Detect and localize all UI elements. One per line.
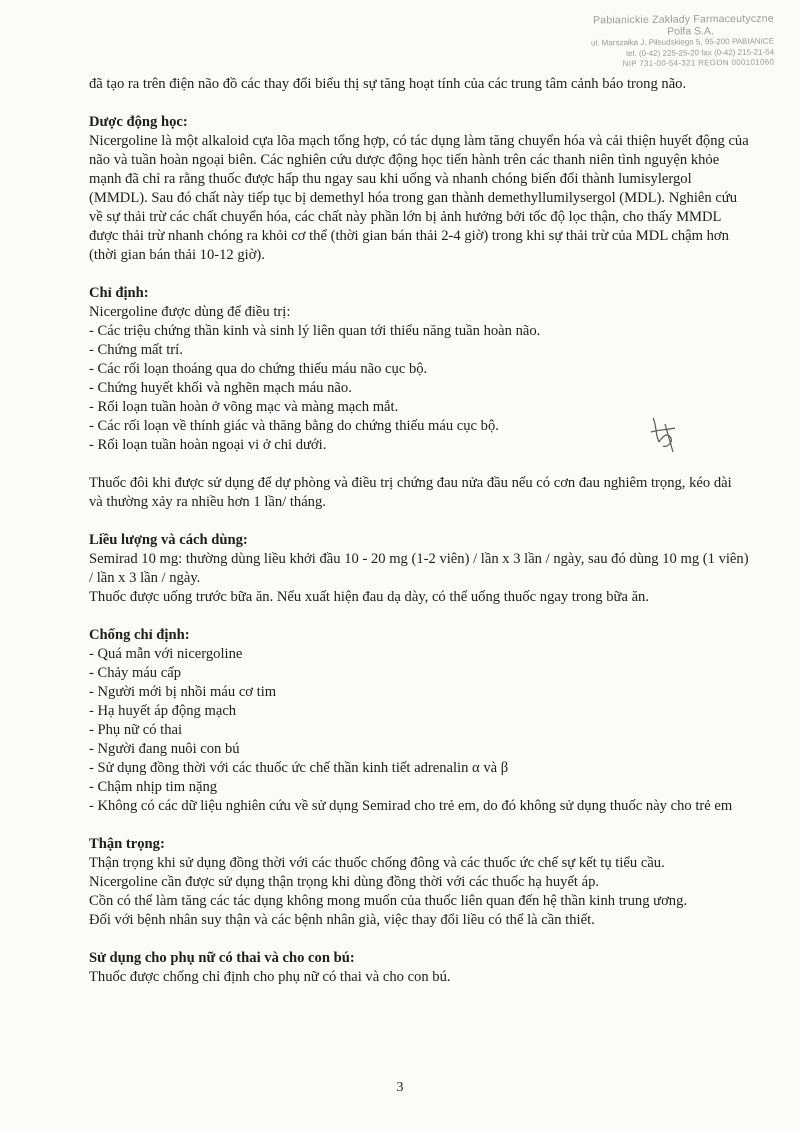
section-indications xyxy=(89,284,749,512)
stamp-address: ul. Marszałka J. Piłsudskiego 5, 95-200 PABIANICE xyxy=(590,36,775,48)
list-item: - Không có các dữ liệu nghiên cứu về sử dụng Semirad cho trẻ em, do đó không sử dụng thuốc này cho trẻ em xyxy=(89,798,733,814)
list-item: - Người đang nuôi con bú xyxy=(89,741,240,757)
stamp-registration: NIP 731-00-54-321 REGON 000101060 xyxy=(622,57,775,68)
section-heading: Dược động học: xyxy=(89,114,188,130)
list-item: - Người mới bị nhồi máu cơ tim xyxy=(89,684,277,700)
list-item: - Hạ huyết áp động mạch xyxy=(89,703,237,719)
section-text: Thuốc được chống chỉ định cho phụ nữ có thai và cho con bú. xyxy=(89,969,451,985)
section-precautions xyxy=(89,835,749,930)
section-dosage xyxy=(89,531,749,607)
section-pregnancy xyxy=(89,949,749,987)
list-item: - Sử dụng đồng thời với các thuốc ức chế thần kinh tiết adrenalin α và β xyxy=(89,760,509,776)
section-heading: Sử dụng cho phụ nữ có thai và cho con bú: xyxy=(89,950,355,966)
list-item: - Chậm nhịp tim nặng xyxy=(89,779,218,795)
page-number: 3 xyxy=(396,1080,404,1095)
list-item: Đối với bệnh nhân suy thận và các bệnh nhân già, việc thay đổi liều có thể là cần thiết. xyxy=(89,912,595,928)
section-heading: Chỉ định: xyxy=(89,285,149,301)
section-heading: Thận trọng: xyxy=(89,836,165,852)
list-item: - Chứng huyết khối và nghẽn mạch máu não. xyxy=(89,380,352,396)
section-contraindications xyxy=(89,626,749,816)
section-heading: Chống chỉ định: xyxy=(89,627,190,643)
section-intro: Nicergoline được dùng để điều trị: xyxy=(89,304,291,320)
stamp-phone: tel. (0-42) 225-25-20 fax (0-42) 215-21-54 xyxy=(625,47,775,59)
list-item: - Rối loạn tuần hoàn ở võng mạc và màng mạch mắt. xyxy=(89,399,399,415)
list-item: Nicergoline cần được sử dụng thận trọng khi dùng đồng thời với các thuốc hạ huyết áp. xyxy=(89,874,600,890)
migraine-paragraph: Thuốc đôi khi được sử dụng để dự phòng và điều trị chứng đau nửa đầu nếu có cơn đau nghiêm trọng, kéo dài và thường xảy ra nhiều hơn 1 lần/ tháng. xyxy=(89,475,732,510)
list-item: - Phụ nữ có thai xyxy=(89,722,183,738)
list-item: - Chảy máu cấp xyxy=(89,665,181,681)
section-text: Nicergoline là một alkaloid cựa lõa mạch tổng hợp, có tác dụng làm tăng chuyển hóa và cải thiện huyết động của não và tuần hoàn ngoại biên. Các nghiên cứu dược động học tiến hành trên các thanh niên tình nguyện khỏe mạnh đã chỉ ra rằng thuốc được hấp thu ngay sau khi uống và nhanh chóng biến đổi thành lumisylergol (MMDL). Sau đó chất này tiếp tục bị demethyl hóa trong gan thành demethyllumilysergol (MDL). Nghiên cứu về sự thải trừ các chất chuyển hóa, các chất này phần lớn bị ảnh hưởng bởi tốc độ lọc thận, cho thấy MMDL được thải trừ nhanh chóng ra khỏi cơ thể (thời gian bán thải 2-4 giờ) trong khi sự thải trừ của MDL chậm hơn (thời gian bán thải 10-12 giờ). xyxy=(89,133,749,263)
section-heading: Liều lượng và cách dùng: xyxy=(89,532,248,548)
list-item: - Chứng mất trí. xyxy=(89,342,183,358)
section-text: Semirad 10 mg: thường dùng liều khởi đầu 10 - 20 mg (1-2 viên) / lần x 3 lần / ngày, sau đó dùng 10 mg (1 viên) / lần x 3 lần / ngày. xyxy=(89,551,749,586)
list-item: - Các rối loạn về thính giác và thăng bằng do chứng thiếu máu cục bộ. xyxy=(89,418,499,434)
section-text: Thuốc được uống trước bữa ăn. Nếu xuất hiện đau dạ dày, có thể uống thuốc ngay trong bữa ăn. xyxy=(89,589,649,605)
list-item: Thận trọng khi sử dụng đồng thời với các thuốc chống đông và các thuốc ức chế sự kết tụ tiểu cầu. xyxy=(89,855,665,871)
section-pharmacokinetics xyxy=(89,113,749,265)
list-item: - Quá mẫn với nicergoline xyxy=(89,646,243,662)
list-item: - Các triệu chứng thần kinh và sinh lý liên quan tới thiểu năng tuần hoàn não. xyxy=(89,323,541,339)
stamp-company-suffix: Polfa S.A. xyxy=(667,25,714,38)
intro-paragraph: đã tạo ra trên điện não đồ các thay đổi biểu thị sự tăng hoạt tính của các trung tâm cảnh báo trong não. xyxy=(89,76,687,92)
stamp-company-name: Pabianickie Zakłady Farmaceutyczne xyxy=(593,12,774,27)
list-item: - Rối loạn tuần hoàn ngoại vi ở chi dưới. xyxy=(89,437,327,453)
company-stamp xyxy=(504,13,775,70)
list-item: Cồn có thể làm tăng các tác dụng không mong muốn của thuốc liên quan đến hệ thần kinh trung ương. xyxy=(89,893,688,909)
document-body xyxy=(89,75,749,987)
list-item: - Các rối loạn thoáng qua do chứng thiếu máu não cục bộ. xyxy=(89,361,428,377)
